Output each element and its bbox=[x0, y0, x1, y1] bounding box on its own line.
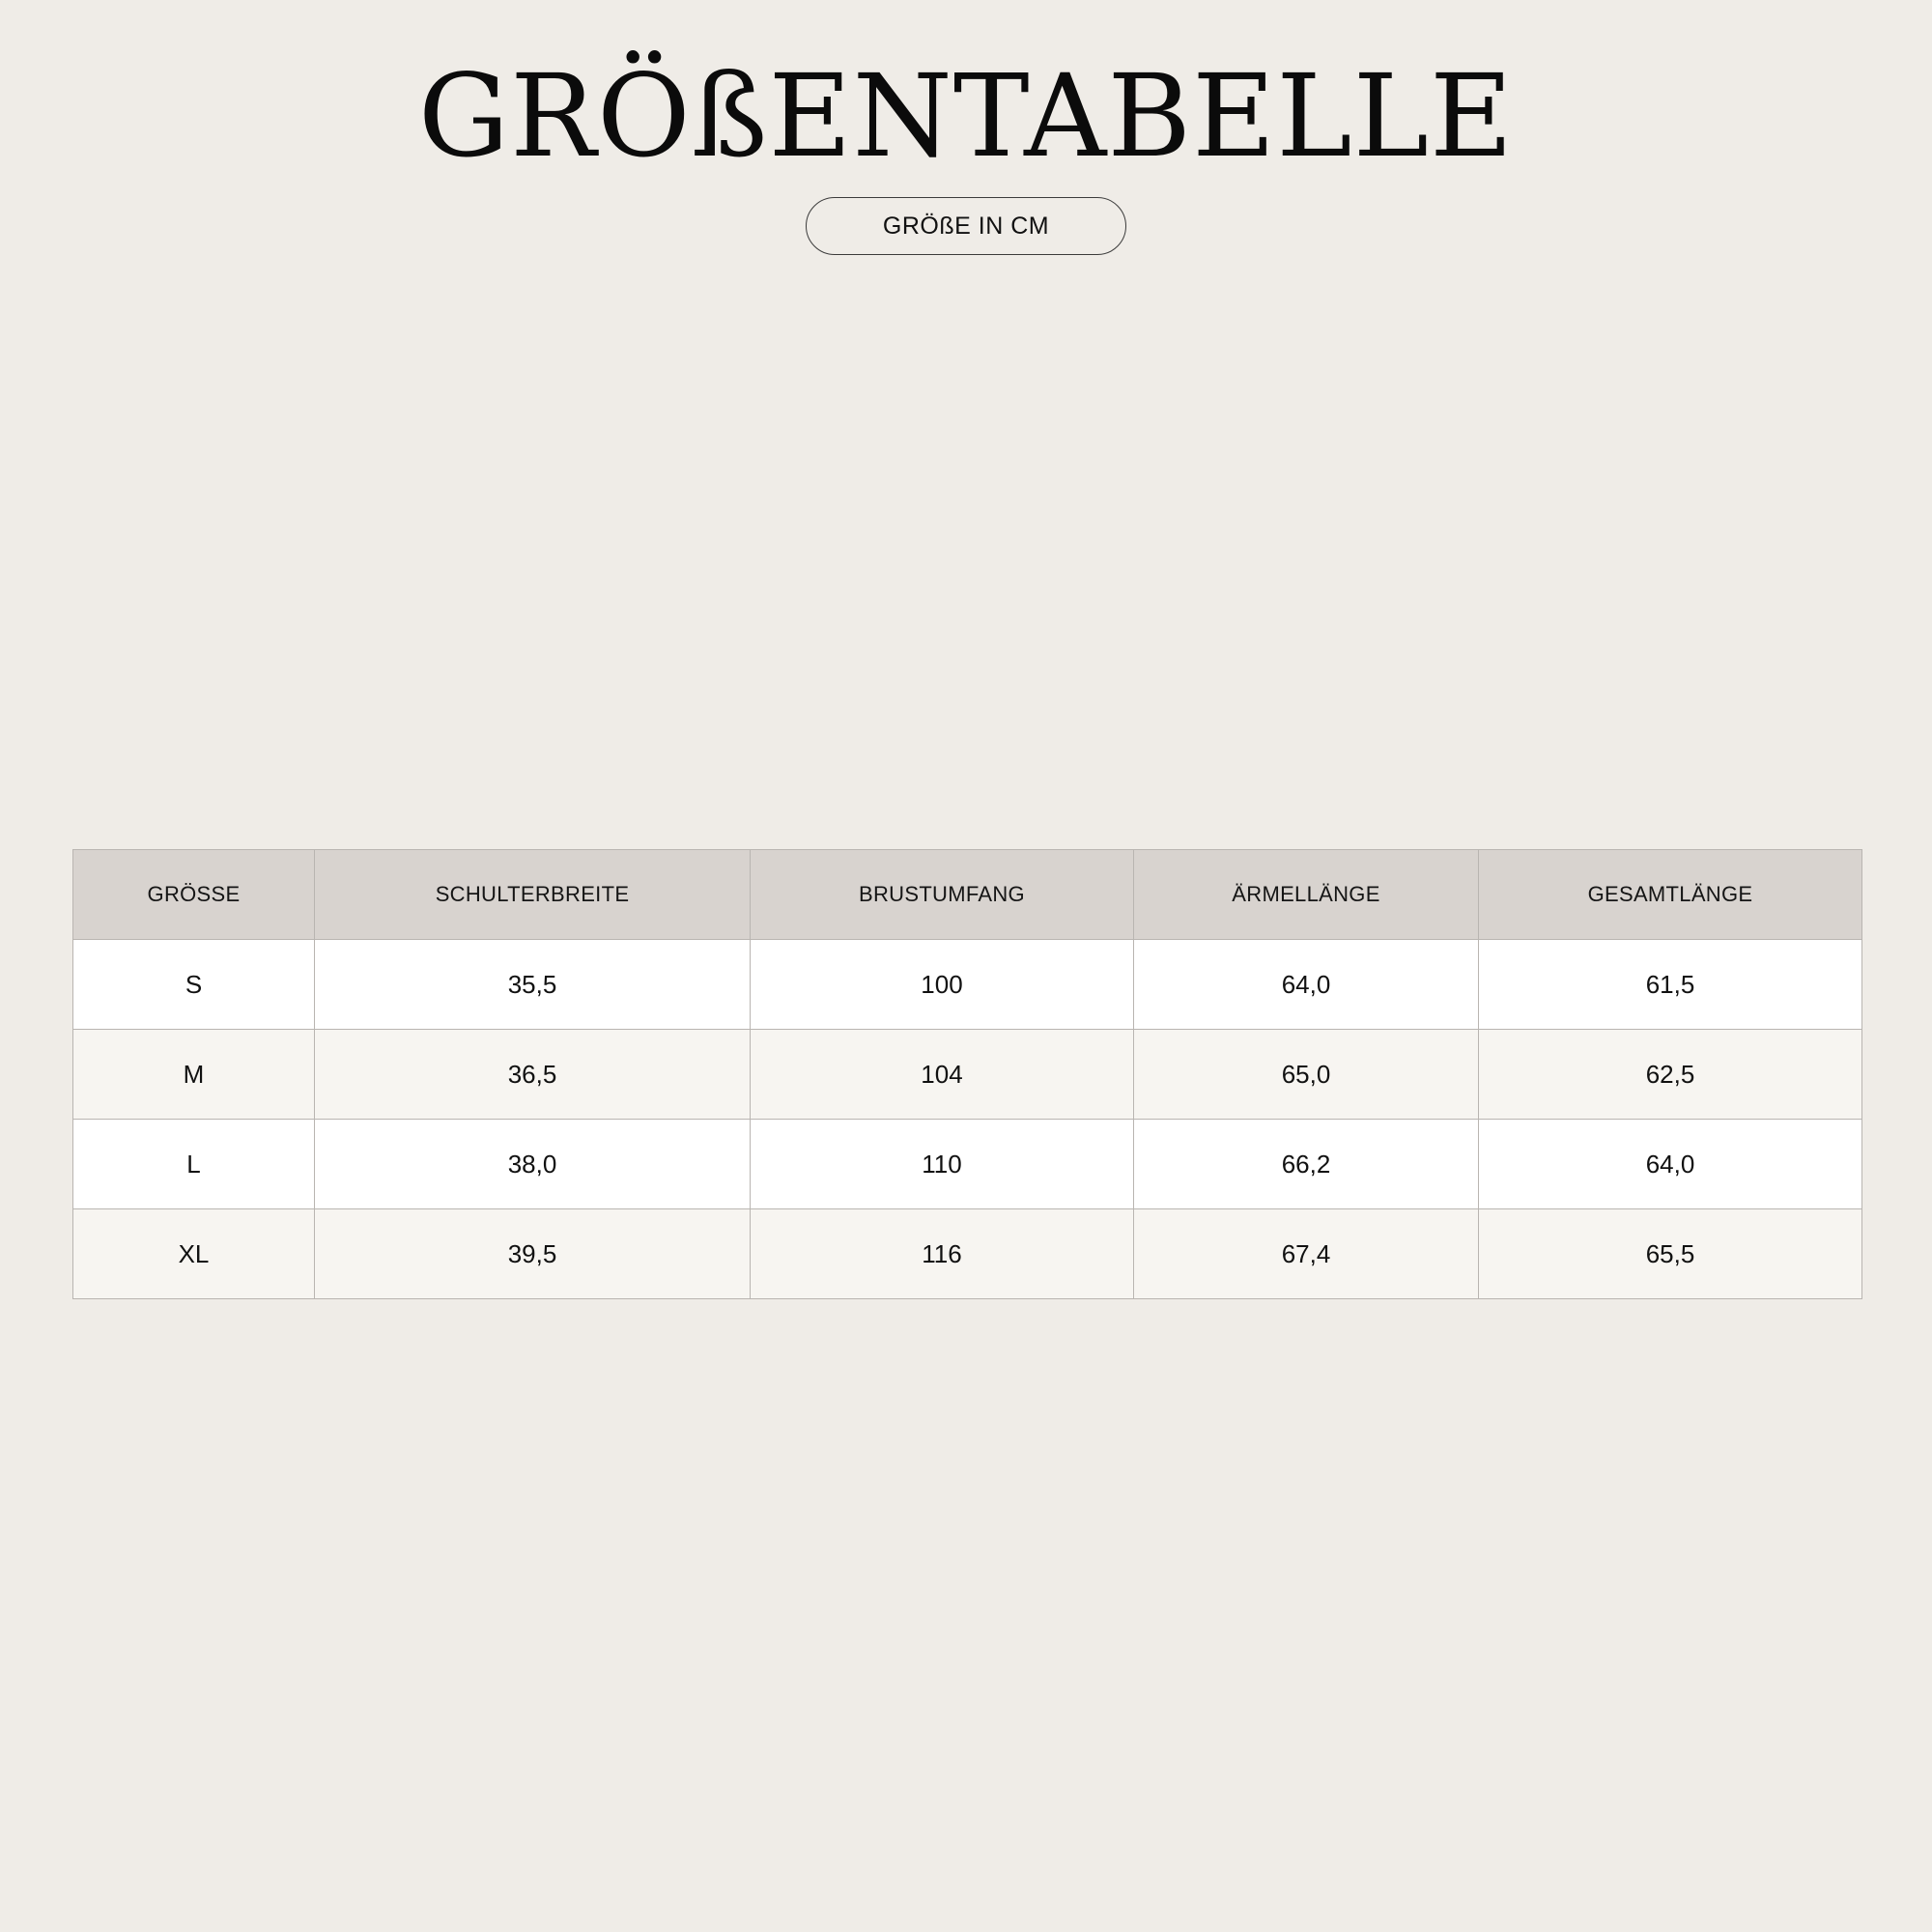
column-header-size: GRÖSSE bbox=[73, 850, 315, 940]
table-cell: 65,5 bbox=[1479, 1209, 1862, 1299]
table-cell: 100 bbox=[751, 940, 1134, 1030]
table-row bbox=[73, 940, 1862, 1030]
table-cell: 35,5 bbox=[315, 940, 751, 1030]
table-cell: 38,0 bbox=[315, 1120, 751, 1209]
table-cell: 36,5 bbox=[315, 1030, 751, 1120]
unit-badge: GRÖßE IN CM bbox=[806, 197, 1126, 255]
table-cell: 64,0 bbox=[1479, 1120, 1862, 1209]
table-header-row bbox=[73, 850, 1862, 940]
table-cell: L bbox=[73, 1120, 315, 1209]
column-header-shoulder-width: SCHULTERBREITE bbox=[315, 850, 751, 940]
table-cell: 67,4 bbox=[1134, 1209, 1479, 1299]
table-row bbox=[73, 1030, 1862, 1120]
table-row bbox=[73, 1120, 1862, 1209]
table-cell: S bbox=[73, 940, 315, 1030]
table-cell: 65,0 bbox=[1134, 1030, 1479, 1120]
table-cell: 39,5 bbox=[315, 1209, 751, 1299]
table-cell: 61,5 bbox=[1479, 940, 1862, 1030]
table-row bbox=[73, 1209, 1862, 1299]
table-cell: XL bbox=[73, 1209, 315, 1299]
table-cell: 110 bbox=[751, 1120, 1134, 1209]
column-header-chest: BRUSTUMFANG bbox=[751, 850, 1134, 940]
page-title: GRÖßENTABELLE bbox=[417, 49, 1515, 183]
column-header-total-length: GESAMTLÄNGE bbox=[1479, 850, 1862, 940]
table-cell: 62,5 bbox=[1479, 1030, 1862, 1120]
table-cell: M bbox=[73, 1030, 315, 1120]
table-cell: 104 bbox=[751, 1030, 1134, 1120]
column-header-sleeve-length: ÄRMELLÄNGE bbox=[1134, 850, 1479, 940]
size-table bbox=[72, 849, 1862, 1299]
table-cell: 64,0 bbox=[1134, 940, 1479, 1030]
table-cell: 116 bbox=[751, 1209, 1134, 1299]
table-cell: 66,2 bbox=[1134, 1120, 1479, 1209]
